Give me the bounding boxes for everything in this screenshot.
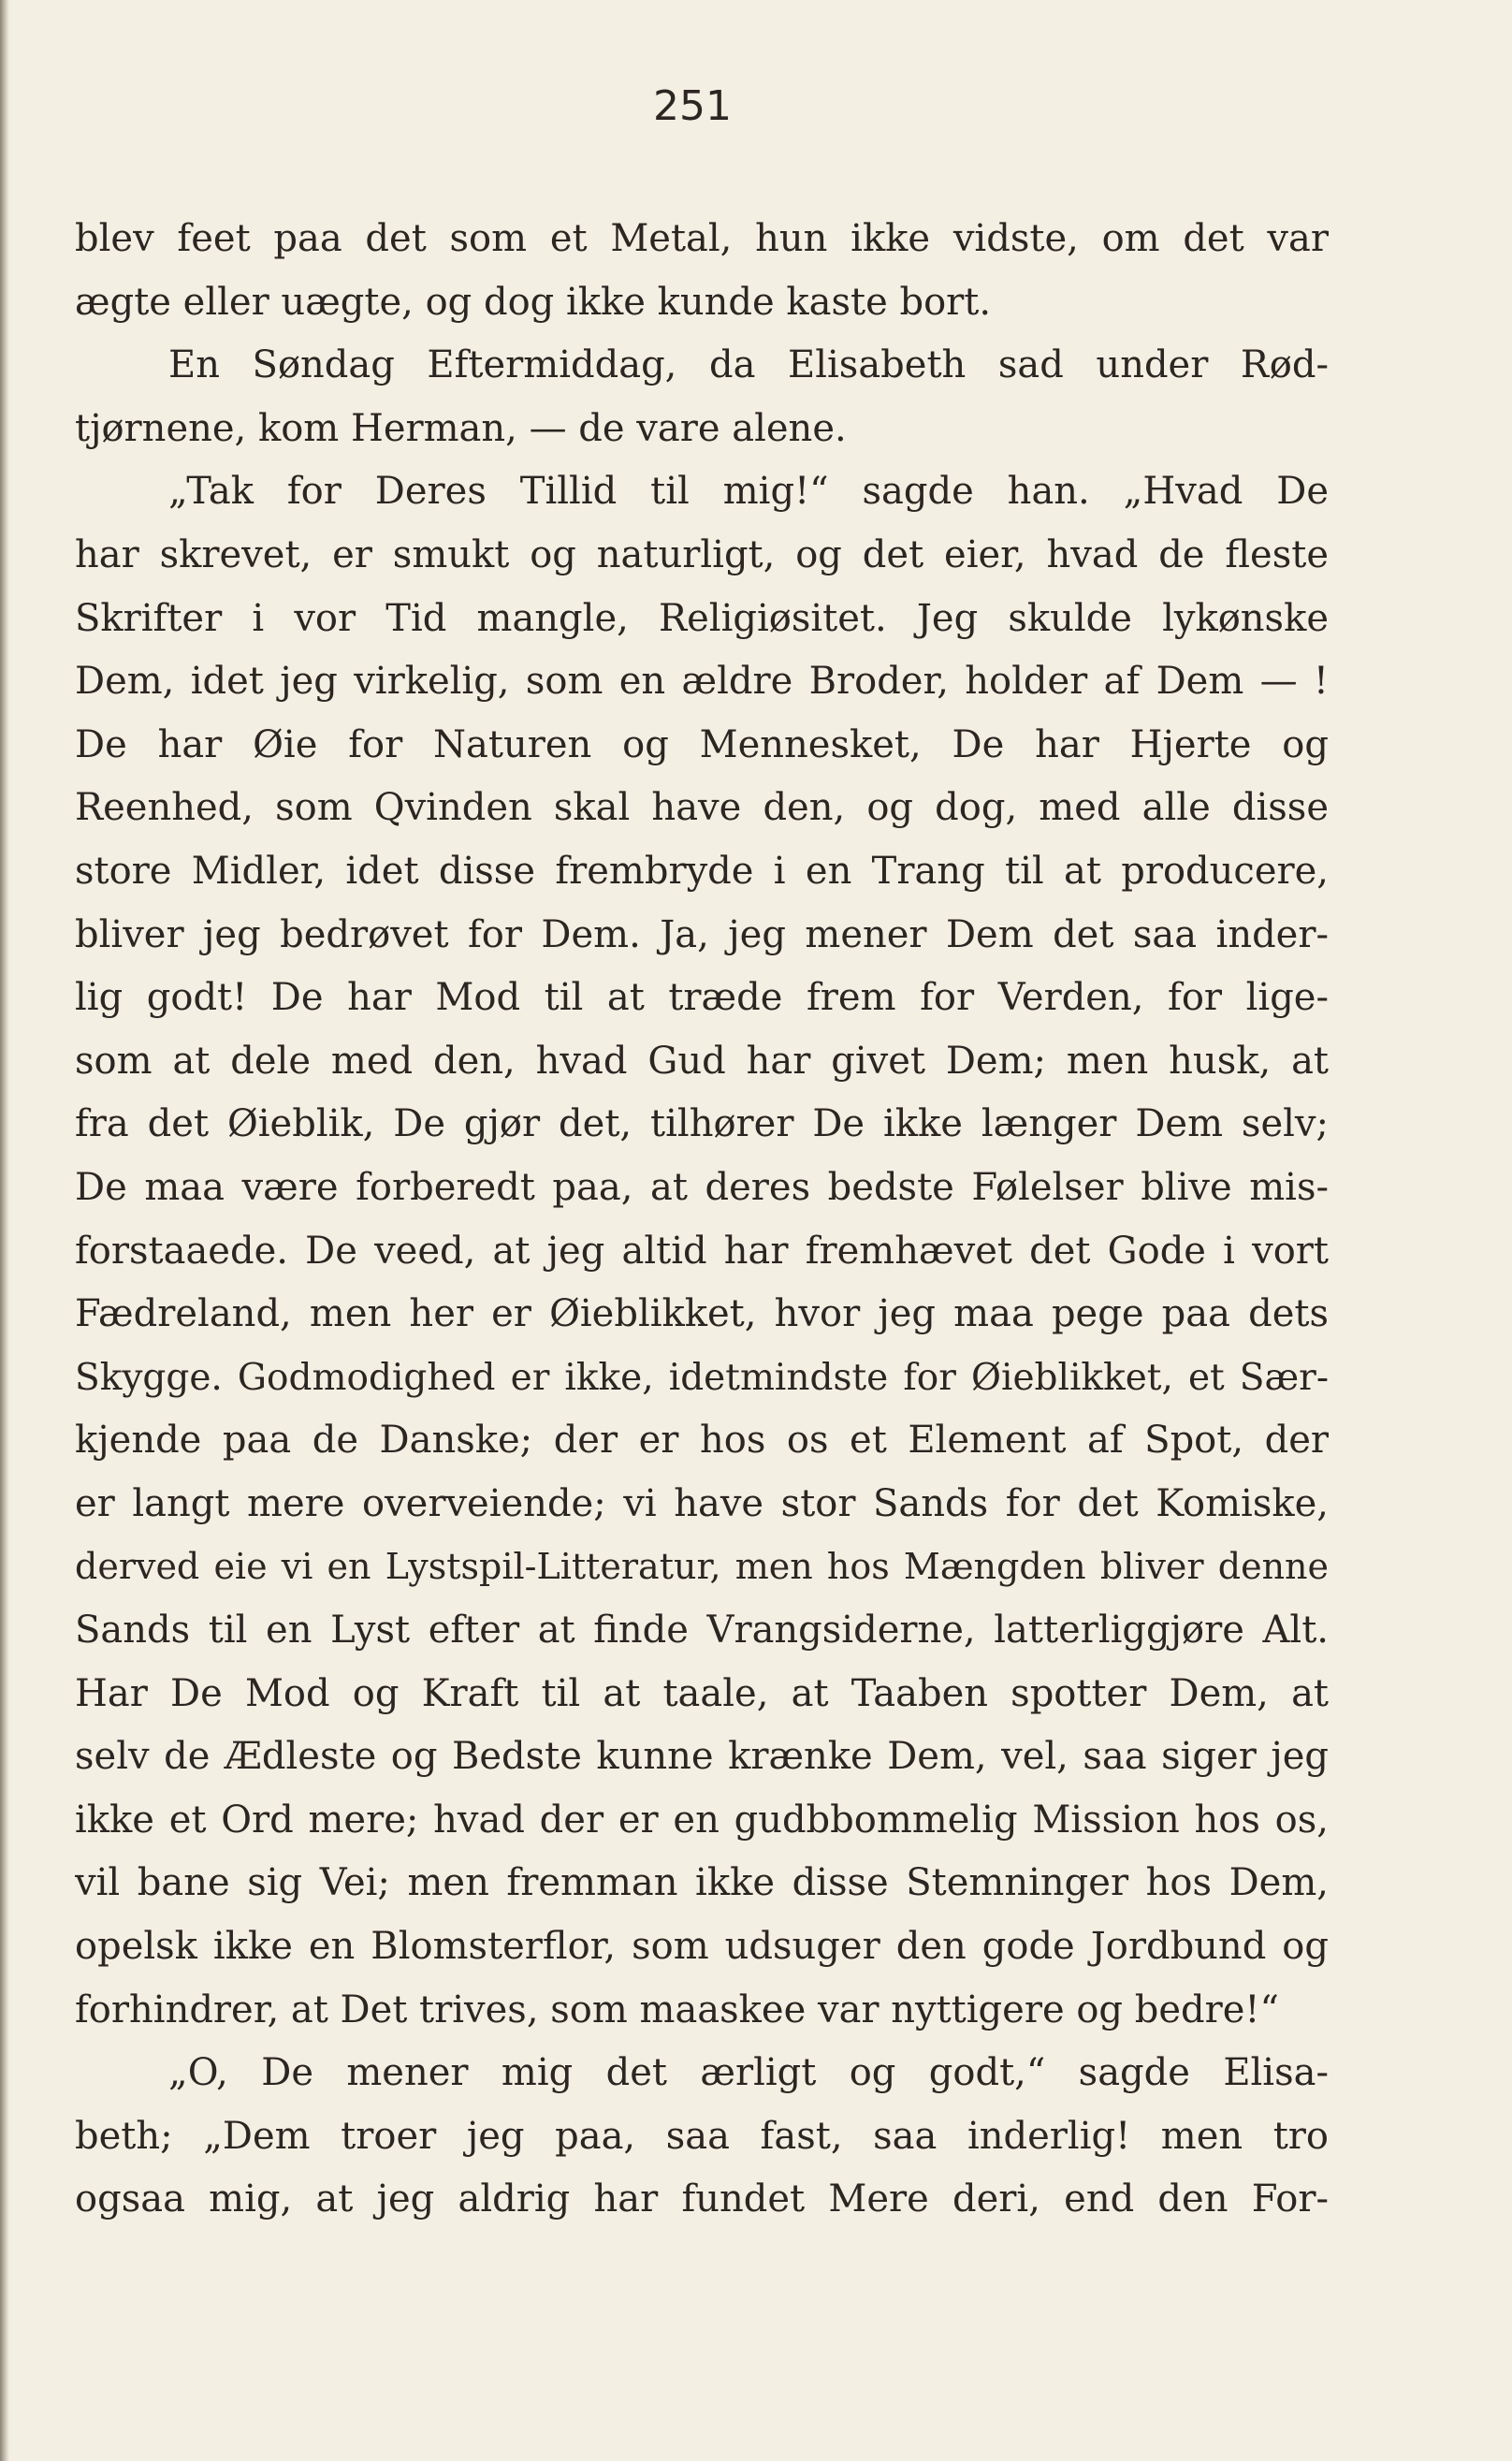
text-line: som at dele med den, hvad Gud har givet Dem; men husk, at [75, 1039, 1329, 1083]
text-line: ogsaa mig, at jeg aldrig har fundet Mere deri, end den For- [75, 2177, 1329, 2221]
text-line: ikke et Ord mere; hvad der er en gudbbommelig Mission hos os, [75, 1798, 1329, 1842]
text-line: bliver jeg bedrøvet for Dem. Ja, jeg mener Dem det saa inder- [75, 912, 1329, 956]
text-line: kjende paa de Danske; der er hos os et Element af Spot, der [75, 1419, 1329, 1463]
text-line: „Tak for Deres Tillid til mig!“ sagde han. „Hvad De [168, 470, 1329, 514]
text-line: opelsk ikke en Blomsterflor, som udsuger den gode Jordbund og [75, 1925, 1329, 1969]
text-line: Skygge. Godmodighed er ikke, idetmindste for Øieblikket, et Sær- [75, 1356, 1329, 1399]
text-line: Sands til en Lyst efter at finde Vrangsiderne, latterliggjøre Alt. [75, 1609, 1329, 1653]
page-number: 251 [653, 82, 732, 130]
text-line: lig godt! De har Mod til at træde frem for Verden, for lige- [75, 976, 1329, 1020]
text-line: Dem, idet jeg virkelig, som en ældre Broder, holder af Dem — ! [75, 660, 1329, 704]
body-text [75, 208, 1329, 2232]
text-line: blev feet paa det som et Metal, hun ikke vidste, om det var [75, 217, 1329, 260]
text-line: Fædreland, men her er Øieblikket, hvor jeg maa pege paa dets [75, 1292, 1329, 1336]
text-line: Reenhed, som Qvinden skal have den, og dog, med alle disse [75, 786, 1329, 830]
text-line: har skrevet, er smukt og naturligt, og det eier, hvad de fleste [75, 532, 1329, 576]
text-line: derved eie vi en Lystspil-Litteratur, men hos Mængden bliver denne [75, 1546, 1329, 1588]
text-line: fra det Øieblik, De gjør det, tilhører De ikke længer Dem selv; [75, 1102, 1329, 1146]
text-line: forstaaede. De veed, at jeg altid har fremhævet det Gode i vort [75, 1229, 1329, 1273]
text-line: Har De Mod og Kraft til at taale, at Taaben spotter Dem, at [75, 1671, 1329, 1715]
text-line: vil bane sig Vei; men fremman ikke disse Stemninger hos Dem, [75, 1861, 1329, 1905]
text-line: er langt mere overveiende; vi have stor Sands for det Komiske, [75, 1481, 1329, 1525]
text-line: tjørnene, kom Herman, — de vare alene. [75, 406, 847, 450]
text-line: De maa være forberedt paa, at deres bedste Følelser blive mis- [75, 1165, 1329, 1209]
text-line: beth; „Dem troer jeg paa, saa fast, saa inderlig! men tro [75, 2114, 1329, 2158]
text-line: selv de Ædleste og Bedste kunne krænke Dem, vel, saa siger jeg [75, 1735, 1329, 1779]
text-line: ægte eller uægte, og dog ikke kunde kaste bort. [75, 280, 992, 324]
text-line: „O, De mener mig det ærligt og godt,“ sagde Elisa- [168, 2051, 1329, 2095]
text-line: De har Øie for Naturen og Mennesket, De har Hjerte og [75, 722, 1329, 766]
text-line: En Søndag Eftermiddag, da Elisabeth sad under Rød- [168, 343, 1329, 387]
page-spine-shadow [0, 0, 9, 2461]
text-line: store Midler, idet disse frembryde i en Trang til at producere, [75, 849, 1329, 893]
text-line: Skrifter i vor Tid mangle, Religiøsitet. Jeg skulde lykønske [75, 596, 1329, 640]
text-line: forhindrer, at Det trives, som maaskee var nyttigere og bedre!“ [75, 1988, 1279, 2031]
